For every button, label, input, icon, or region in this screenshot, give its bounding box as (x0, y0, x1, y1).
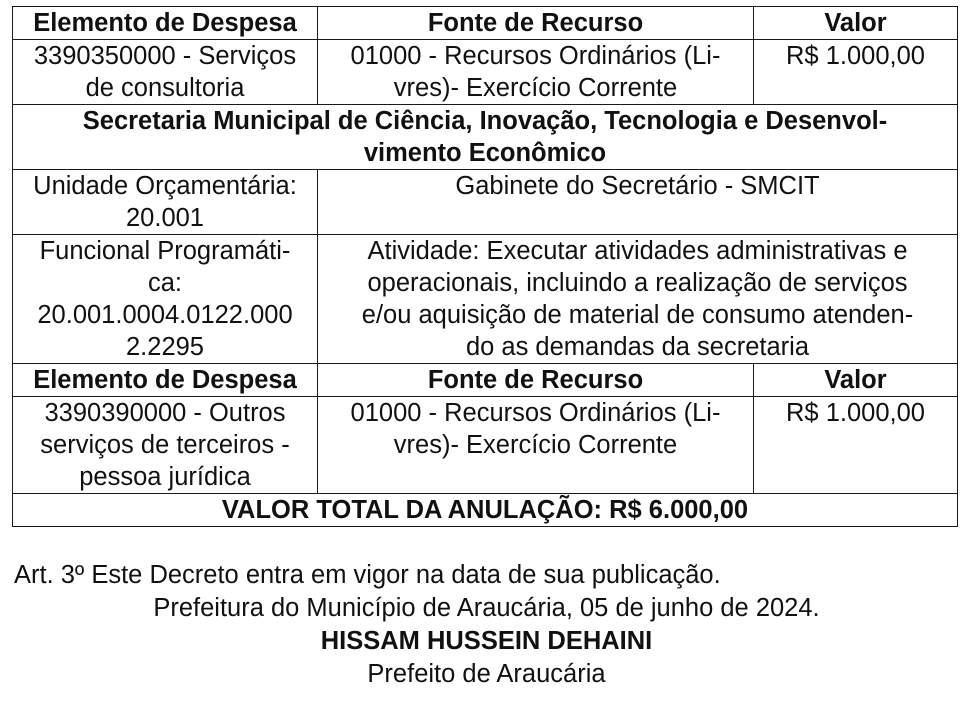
funcional-row (13, 235, 958, 364)
secretaria-row (13, 105, 958, 170)
funcional-label: Funcional Programáti- ca: 20.001.0004.0122.000 2.2295 (13, 235, 318, 364)
table-header-row (13, 7, 958, 40)
secretaria-title: Secretaria Municipal de Ciência, Inovação, Tecnologia e Desenvol- vimento Econômico (13, 105, 958, 170)
row1-elemento: 3390350000 - Serviços de consultoria (13, 40, 318, 105)
signer-name: HISSAM HUSSEIN DEHAINI (320, 627, 653, 655)
unidade-label: Unidade Orçamentária: 20.001 (13, 170, 318, 235)
header2-elemento: Elemento de Despesa (13, 364, 318, 397)
funcional-value: Atividade: Executar atividades administrativas e operacionais, incluindo a realização de serviços e/ou aquisição de material de consumo atenden- do as demandas da secretaria (318, 235, 958, 364)
table-row (13, 40, 958, 105)
header2-fonte: Fonte de Recurso (318, 364, 754, 397)
header-fonte: Fonte de Recurso (318, 7, 754, 40)
total-value: VALOR TOTAL DA ANULAÇÃO: R$ 6.000,00 (13, 494, 958, 527)
row2-fonte: 01000 - Recursos Ordinários (Li- vres)- Exercício Corrente (318, 397, 754, 494)
signer-title: Prefeito de Araucária (367, 660, 606, 688)
total-row (13, 494, 958, 527)
unidade-row (13, 170, 958, 235)
table-header-row-2 (13, 364, 958, 397)
row2-valor: R$ 1.000,00 (754, 397, 958, 494)
budget-table (12, 6, 958, 527)
header-valor: Valor (754, 7, 958, 40)
row1-valor: R$ 1.000,00 (754, 40, 958, 105)
header2-valor: Valor (754, 364, 958, 397)
article-text: Art. 3º Este Decreto entra em vigor na data de sua publicação. (14, 561, 721, 589)
row1-fonte: 01000 - Recursos Ordinários (Li- vres)- Exercício Corrente (318, 40, 754, 105)
row2-elemento: 3390390000 - Outros serviços de terceiros - pessoa jurídica (13, 397, 318, 494)
place-date: Prefeitura do Município de Araucária, 05 de junho de 2024. (153, 594, 820, 622)
unidade-value: Gabinete do Secretário - SMCIT (318, 170, 958, 235)
table-row (13, 397, 958, 494)
header-elemento: Elemento de Despesa (13, 7, 318, 40)
